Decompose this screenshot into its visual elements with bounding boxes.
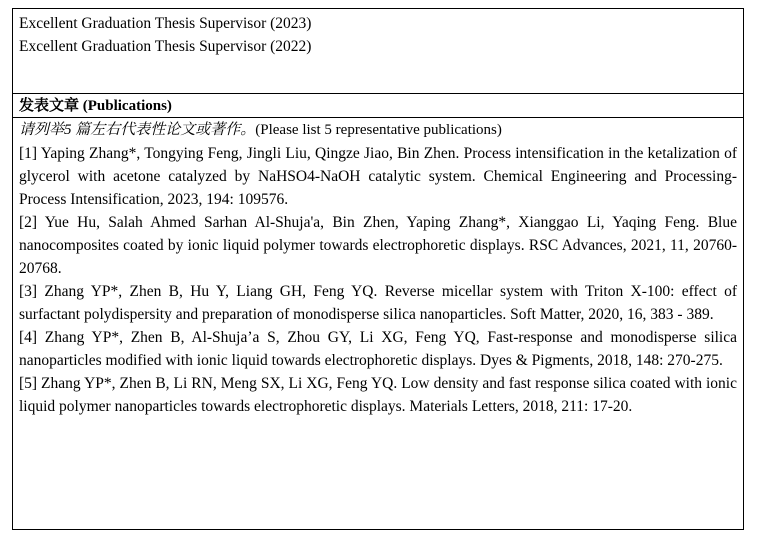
publication-entry-2: [2] Yue Hu, Salah Ahmed Sarhan Al-Shuja'a, Bin Zhen, Yaping Zhang*, Xianggao Li, Yaqing Feng. Blue nanocomposites coated by ionic liquid polymer towards electrophoretic displays. RSC Advances, 2021, 11, 20760-20768. — [19, 214, 737, 277]
publications-body — [13, 119, 743, 418]
document-table — [12, 8, 744, 530]
award-line-1: Excellent Graduation Thesis Supervisor (2023) — [19, 15, 312, 32]
awards-cell — [13, 9, 743, 94]
publications-header: 发表文章 (Publications) — [13, 94, 743, 118]
award-line-2: Excellent Graduation Thesis Supervisor (2022) — [19, 38, 312, 55]
instruction-cn: 请列举5 篇左右代表性论文或著作。 — [19, 122, 256, 138]
publication-entry-4: [4] Zhang YP*, Zhen B, Al-Shuja’a S, Zhou GY, Li XG, Feng YQ, Fast-response and monodisperse silica nanoparticles modified with ionic liquid towards electrophoretic displays. Dyes & Pigments, 2018, 148: 270-275. — [19, 329, 737, 369]
publications-instruction — [19, 119, 737, 142]
publication-entry-1: [1] Yaping Zhang*, Tongying Feng, Jingli Liu, Qingze Jiao, Bin Zhen. Process intensification in the ketalization of glycerol with acetone catalyzed by NaHSO4-NaOH catalytic system. Chemical Engineering and Processing-Process Intensification, 2023, 194: 109576. — [19, 145, 737, 208]
instruction-en: (Please list 5 representative publications) — [255, 122, 502, 138]
publication-entry-5: [5] Zhang YP*, Zhen B, Li RN, Meng SX, Li XG, Feng YQ. Low density and fast response silica coated with ionic liquid polymer nanoparticles towards electrophoretic displays. Materials Letters, 2018, 211: 17-20. — [19, 375, 737, 415]
publication-entry-3: [3] Zhang YP*, Zhen B, Hu Y, Liang GH, Feng YQ. Reverse micellar system with Triton X-100: effect of surfactant polydispersity and preparation of monodisperse silica nanoparticles. Soft Matter, 2020, 16, 383 - 389. — [19, 283, 737, 323]
